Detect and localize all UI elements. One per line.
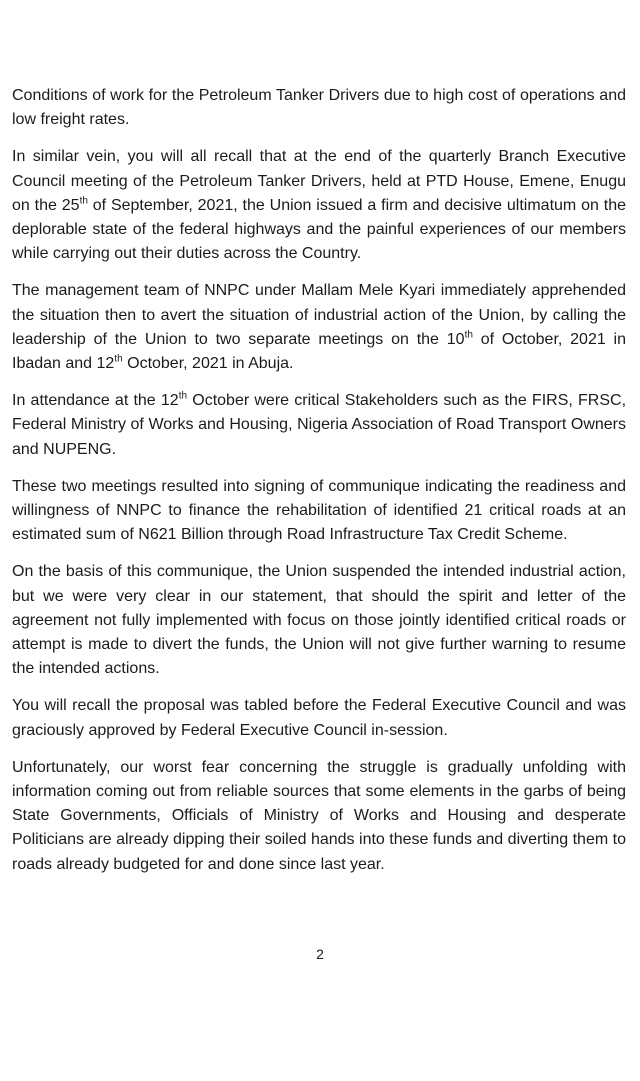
paragraph-text: The management team of NNPC under Mallam Mele Kyari immediately apprehended the situation then to avert the situation of industrial action of the Union, by calling the leadership of the Union to two separate meetings on the 10 — [12, 282, 626, 348]
document-body — [12, 84, 626, 877]
paragraph — [12, 389, 626, 462]
paragraph-text: October, 2021 in Abuja. — [122, 355, 294, 373]
paragraph — [12, 560, 626, 681]
paragraph-text: You will recall the proposal was tabled before the Federal Executive Council and was graciously approved by Federal Executive Council in-session. — [12, 697, 626, 739]
ordinal-suffix: th — [114, 353, 123, 365]
paragraph-text: In attendance at the 12 — [12, 392, 179, 410]
ordinal-suffix: th — [178, 390, 188, 402]
paragraph-text: of October, 2021 in Ibadan and 12 — [12, 330, 627, 373]
paragraph-text: On the basis of this communique, the Union suspended the intended industrial action, but we were very clear in our statement, that should the spirit and letter of the agreement not fully implemented with focus on those jointly identified critical roads or attempt is made to divert the funds, the Union will not give further warning to resume the intended actions. — [12, 563, 626, 678]
paragraph-text: Unfortunately, our worst fear concerning the struggle is gradually unfolding with information coming out from reliable sources that some elements in the garbs of being State Governments, Officials of Ministry of Works and Housing and desperate Politicians are already dipping their soiled hands into these funds and diverting them to roads already budgeted for and done since last year. — [12, 758, 626, 873]
ordinal-suffix: th — [79, 195, 88, 207]
paragraph — [12, 145, 626, 266]
paragraph-text: Conditions of work for the Petroleum Tanker Drivers due to high cost of operations and low freight rates. — [12, 87, 626, 129]
paragraph-text: In similar vein, you will all recall that at the end of the quarterly Branch Executive Council meeting of the Petroleum Tanker Drivers, held at PTD House, Emene, Enugu on the 25 — [12, 148, 626, 214]
paragraph — [12, 84, 626, 132]
paragraph — [12, 279, 626, 376]
paragraph — [12, 694, 626, 742]
paragraph-text: October were critical Stakeholders such as the FIRS, FRSC, Federal Ministry of Works and Housing, Nigeria Association of Road Transport Owners and NUPENG. — [12, 392, 627, 458]
paragraph-text: of September, 2021, the Union issued a firm and decisive ultimatum on the deplorable state of the federal highways and the painful experiences of our members while carrying out their duties across the Country. — [12, 196, 626, 263]
paragraph — [12, 756, 626, 877]
paragraph-text: These two meetings resulted into signing of communique indicating the readiness and willingness of NNPC to finance the rehabilitation of identified 21 critical roads at an estimated sum of N621 Billion through Road Infrastructure Tax Credit Scheme. — [12, 477, 626, 544]
paragraph — [12, 475, 626, 548]
ordinal-suffix: th — [464, 329, 473, 341]
page-number: 2 — [316, 946, 324, 962]
